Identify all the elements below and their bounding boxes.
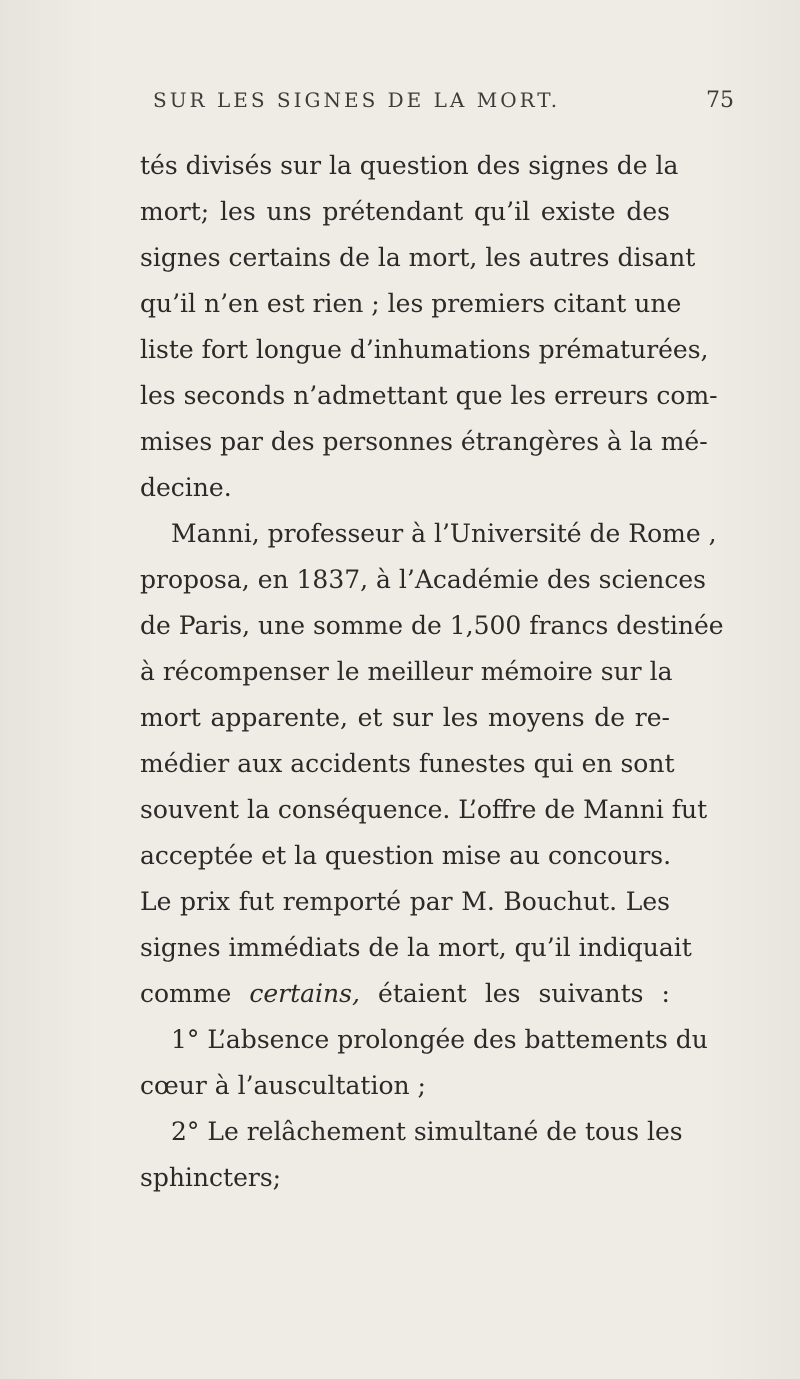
comme-after: étaient les suivants :: [359, 979, 670, 1008]
text-line: tés divisés sur la question des signes de la: [140, 151, 679, 180]
text-line: les seconds n’admettant que les erreurs com-: [140, 381, 718, 410]
list-line: 1° L’absence prolongée des battements du: [171, 1025, 708, 1054]
page-number: 75: [706, 88, 734, 113]
text-line: decine.: [140, 473, 232, 502]
text-line: Manni, professeur à l’Université de Rome ,: [171, 519, 717, 548]
text-line: médier aux accidents funestes qui en sont: [140, 749, 675, 778]
text-line: souvent la conséquence. L’offre de Manni fut: [140, 795, 708, 824]
text-line: signes certains de la mort, les autres disant: [140, 243, 696, 272]
text-line-comme: [140, 971, 670, 1017]
comme-before: comme: [140, 979, 250, 1008]
text-line: de Paris, une somme de 1,500 francs destinée: [140, 611, 724, 640]
text-line: qu’il n’en est rien ; les premiers citant une: [140, 289, 682, 318]
body-text: [140, 143, 724, 1201]
list-line: cœur à l’auscultation ;: [140, 1071, 426, 1100]
text-line: liste fort longue d’inhumations prématurées,: [140, 335, 709, 364]
text-line: à récompenser le meilleur mémoire sur la: [140, 657, 673, 686]
text-line: proposa, en 1837, à l’Académie des sciences: [140, 565, 706, 594]
running-title: SUR LES SIGNES DE LA MORT.: [153, 88, 561, 112]
text-line: mort; les uns prétendant qu’il existe des: [140, 197, 670, 226]
text-line: mises par des personnes étrangères à la mé-: [140, 427, 708, 456]
text-line: acceptée et la question mise au concours.: [140, 841, 672, 870]
comme-italic: certains,: [249, 979, 360, 1008]
text-line: signes immédiats de la mort, qu’il indiquait: [140, 933, 692, 962]
text-line: Le prix fut remporté par M. Bouchut. Les: [140, 887, 670, 916]
list-line: sphincters;: [140, 1163, 282, 1192]
running-head: [0, 88, 800, 118]
text-line: mort apparente, et sur les moyens de re-: [140, 703, 670, 732]
list-line: 2° Le relâchement simultané de tous les: [171, 1117, 683, 1146]
